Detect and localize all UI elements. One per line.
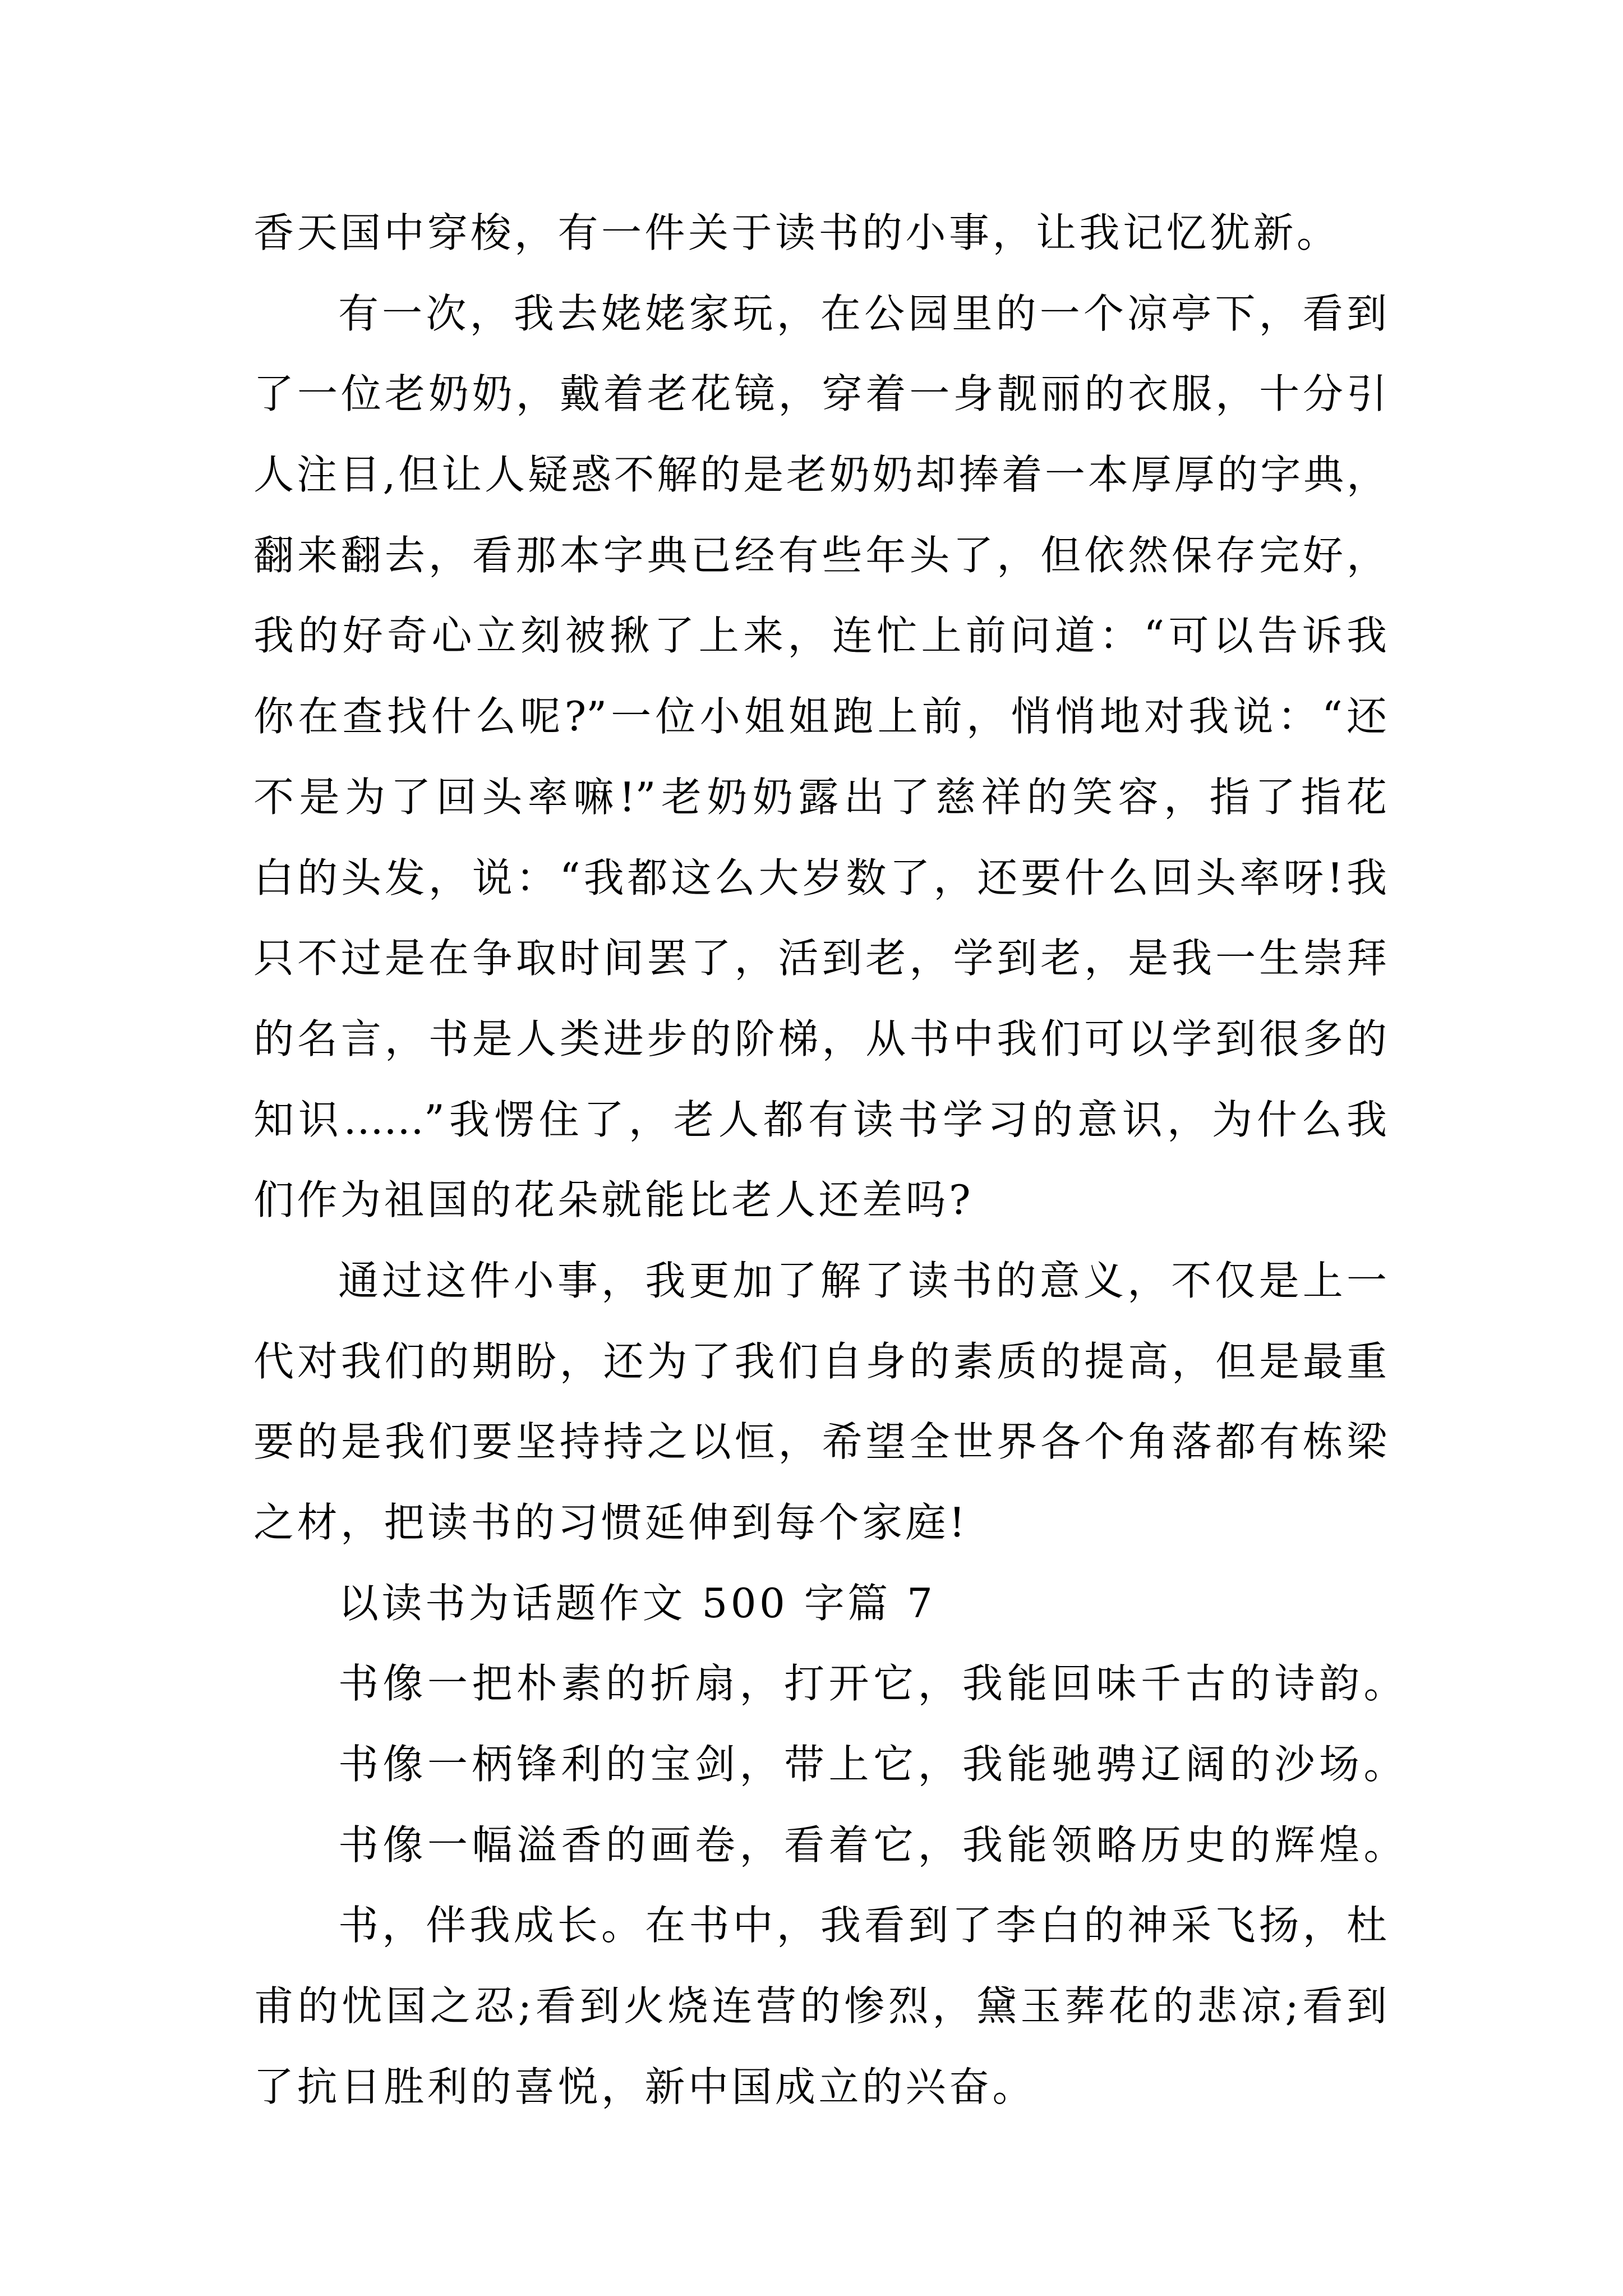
text-line: 有一次，我去姥姥家玩，在公园里的一个凉亭下，看到 [338,289,1387,337]
text-line: 知识……”我愣住了，老人都有读书学习的意识，为什么我 [253,1096,1387,1143]
paragraph [253,193,1387,274]
text-line: 的名言，书是人类进步的阶梯，从书中我们可以学到很多的 [253,1015,1387,1062]
text-line: 们作为祖国的花朵就能比老人还差吗? [253,1176,974,1224]
text-line: 白的头发，说：“我都这么大岁数了，还要什么回头率呀!我 [253,854,1387,901]
text-line: 书像一柄锋利的宝剑，带上它，我能驰骋辽阔的沙场。 [338,1741,1409,1788]
text-line: 我的好奇心立刻被揪了上来，连忙上前问道：“可以告诉我 [253,612,1387,660]
section-title: 以读书为话题作文 500 字篇 7 [338,1579,936,1627]
text-line: 甫的忧国之忍;看到火烧连营的惨烈，黛玉葬花的悲凉;看到 [253,1982,1387,2030]
text-line: 你在查找什么呢?”一位小姐姐跑上前，悄悄地对我说：“还 [253,693,1387,740]
paragraph [253,1241,1387,1563]
paragraph [253,274,1387,1241]
text-line: 通过这件小事，我更加了解了读书的意义，不仅是上一 [338,1257,1387,1304]
text-line: 了抗日胜利的喜悦，新中国成立的兴奋。 [253,2063,1036,2110]
text-line: 代对我们的期盼，还为了我们自身的素质的提高，但是最重 [253,1337,1387,1385]
text-line: 书像一幅溢香的画卷，看着它，我能领略历史的辉煌。 [338,1821,1409,1869]
paragraph [253,1885,1387,2127]
text-line: 人注目,但让人疑惑不解的是老奶奶却捧着一本厚厚的字典， [253,451,1387,499]
paragraph [253,1644,1409,1724]
paragraph [253,1805,1409,1886]
text-line: 不是为了回头率嘛!”老奶奶露出了慈祥的笑容，指了指花 [253,773,1387,821]
text-line: 之材，把读书的习惯延伸到每个家庭! [253,1499,969,1546]
text-line: 香天国中穿梭，有一件关于读书的小事，让我记忆犹新。 [253,209,1340,256]
paragraph [253,1724,1409,1805]
text-line: 只不过是在争取时间罢了，活到老，学到老，是我一生崇拜 [253,935,1387,982]
document-page-text [253,193,1409,2128]
text-line: 书像一把朴素的折扇，打开它，我能回味千古的诗韵。 [338,1660,1409,1708]
text-line: 要的是我们要坚持持之以恒，希望全世界各个角落都有栋梁 [253,1418,1387,1466]
text-line: 翻来翻去，看那本字典已经有些年头了，但依然保存完好， [253,531,1387,579]
text-line: 书，伴我成长。在书中，我看到了李白的神采飞扬，杜 [338,1902,1387,1949]
text-line: 了一位老奶奶，戴着老花镜，穿着一身靓丽的衣服，十分引 [253,370,1387,418]
